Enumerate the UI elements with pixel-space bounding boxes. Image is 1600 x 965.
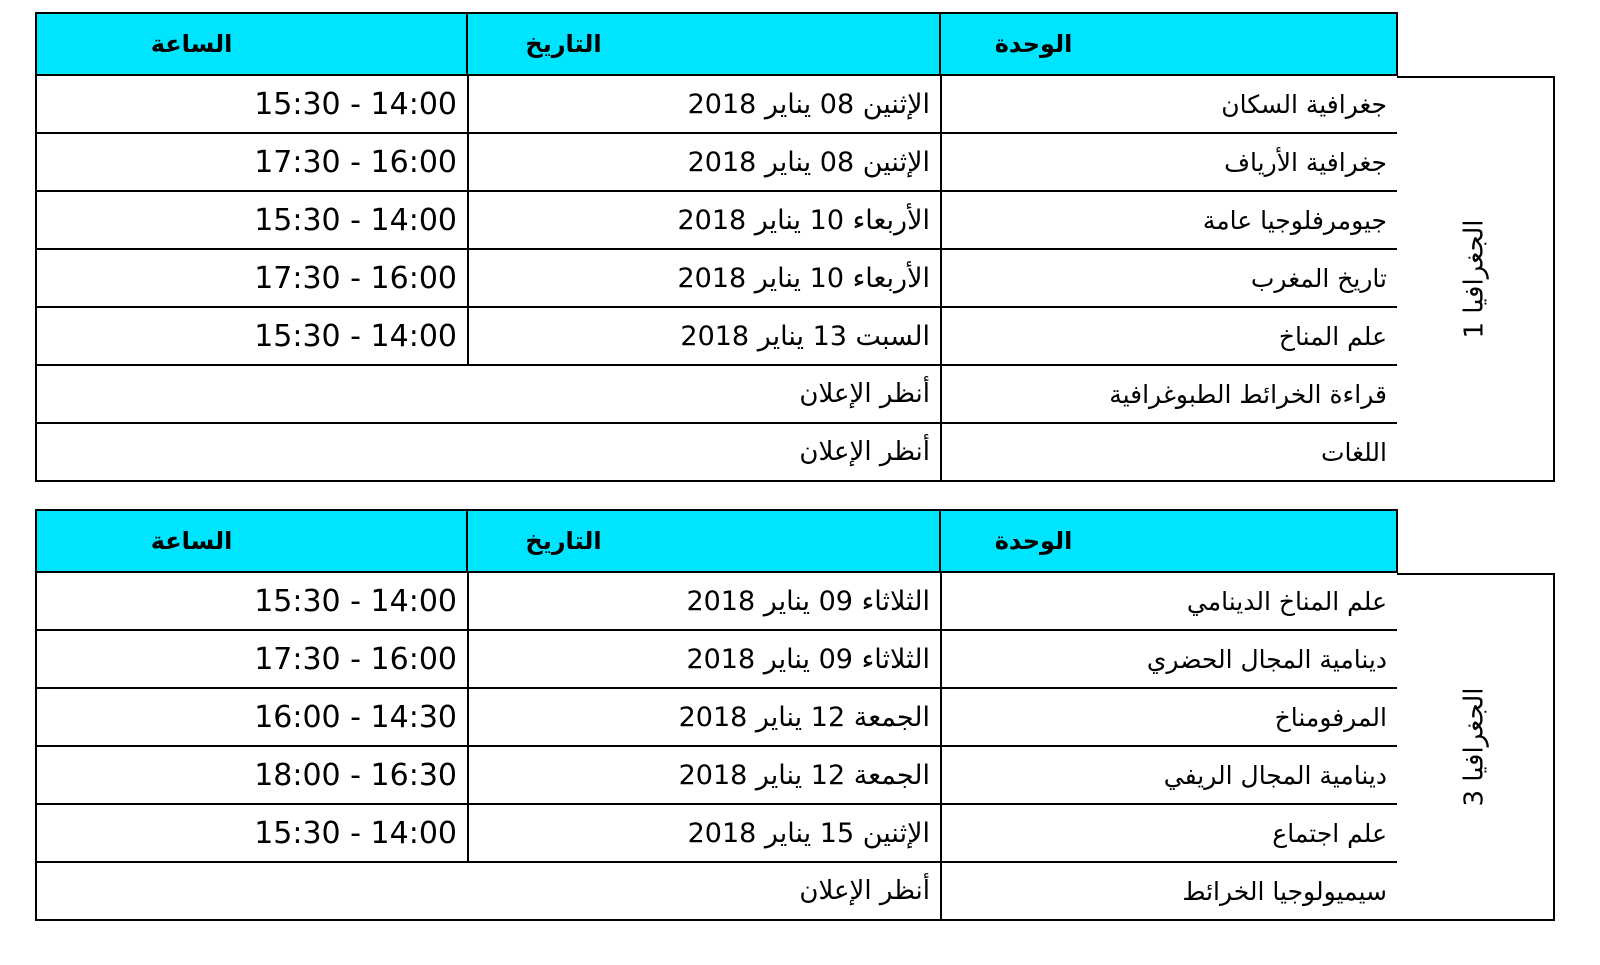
table-body <box>35 76 1555 482</box>
time-cell: 18:00 - 16:30 <box>37 747 469 803</box>
table-rows <box>35 76 1397 482</box>
table-row <box>37 134 1397 192</box>
unit-cell: جيومرفلوجيا عامة <box>1202 205 1387 235</box>
time-cell: 17:30 - 16:00 <box>37 250 469 306</box>
unit-cell: جغرافية الأرياف <box>1224 147 1387 177</box>
date-cell: الثلاثاء 09 يناير 2018 <box>469 573 942 629</box>
table-row <box>37 424 1397 482</box>
time-cell: 17:30 - 16:00 <box>37 631 469 687</box>
unit-cell: علم اجتماع <box>1272 818 1387 848</box>
table-row <box>37 76 1397 134</box>
time-cell: 15:30 - 14:00 <box>37 805 469 861</box>
table-body <box>35 573 1555 921</box>
unit-cell: سيميولوجيا الخرائط <box>1182 876 1387 906</box>
table-row <box>37 805 1397 863</box>
time-cell: 15:30 - 14:00 <box>37 192 469 248</box>
header-time: الساعة <box>37 14 468 74</box>
header-unit: الوحدة <box>994 527 1073 555</box>
unit-cell: جغرافية السكان <box>1221 89 1387 119</box>
date-cell: الإثنين 08 يناير 2018 <box>469 134 942 190</box>
unit-cell: دينامية المجال الحضري <box>1146 644 1387 674</box>
date-cell: الجمعة 12 يناير 2018 <box>469 689 942 745</box>
unit-cell: اللغات <box>1320 437 1387 467</box>
date-cell: الجمعة 12 يناير 2018 <box>469 747 942 803</box>
unit-cell: علم المناخ الدينامي <box>1186 586 1387 616</box>
table-row <box>37 366 1397 424</box>
group-label: الجغرافيا 3 <box>1397 573 1555 921</box>
date-cell: الأربعاء 10 يناير 2018 <box>469 192 942 248</box>
table-row <box>37 308 1397 366</box>
schedule-table-3 <box>35 509 1555 921</box>
table-row <box>37 863 1397 921</box>
unit-cell: المرفومناخ <box>1274 702 1387 732</box>
table-header <box>35 12 1398 76</box>
table-row <box>37 573 1397 631</box>
table-row <box>37 747 1397 805</box>
unit-cell: قراءة الخرائط الطبوغرافية <box>1109 379 1387 409</box>
unit-cell: تاريخ المغرب <box>1250 263 1387 293</box>
group-label: الجغرافيا 1 <box>1397 76 1555 482</box>
date-cell: الأربعاء 10 يناير 2018 <box>469 250 942 306</box>
header-time: الساعة <box>37 511 468 571</box>
time-cell: 15:30 - 14:00 <box>37 76 469 132</box>
table-row <box>37 689 1397 747</box>
unit-cell: علم المناخ <box>1278 321 1387 351</box>
date-cell: الإثنين 08 يناير 2018 <box>469 76 942 132</box>
time-cell: 17:30 - 16:00 <box>37 134 469 190</box>
table-rows <box>35 573 1397 921</box>
header-unit: الوحدة <box>994 30 1073 58</box>
unit-cell: دينامية المجال الريفي <box>1163 760 1387 790</box>
header-date: التاريخ <box>468 14 941 74</box>
table-row <box>37 250 1397 308</box>
time-cell: 15:30 - 14:00 <box>37 308 469 364</box>
notice-cell: أنظر الإعلان <box>37 366 942 422</box>
date-cell: الإثنين 15 يناير 2018 <box>469 805 942 861</box>
table-row <box>37 631 1397 689</box>
notice-cell: أنظر الإعلان <box>37 424 942 480</box>
date-cell: السبت 13 يناير 2018 <box>469 308 942 364</box>
schedule-table-1 <box>35 12 1555 482</box>
notice-cell: أنظر الإعلان <box>37 863 942 919</box>
table-header <box>35 509 1398 573</box>
date-cell: الثلاثاء 09 يناير 2018 <box>469 631 942 687</box>
time-cell: 15:30 - 14:00 <box>37 573 469 629</box>
table-row <box>37 192 1397 250</box>
time-cell: 16:00 - 14:30 <box>37 689 469 745</box>
header-date: التاريخ <box>468 511 941 571</box>
